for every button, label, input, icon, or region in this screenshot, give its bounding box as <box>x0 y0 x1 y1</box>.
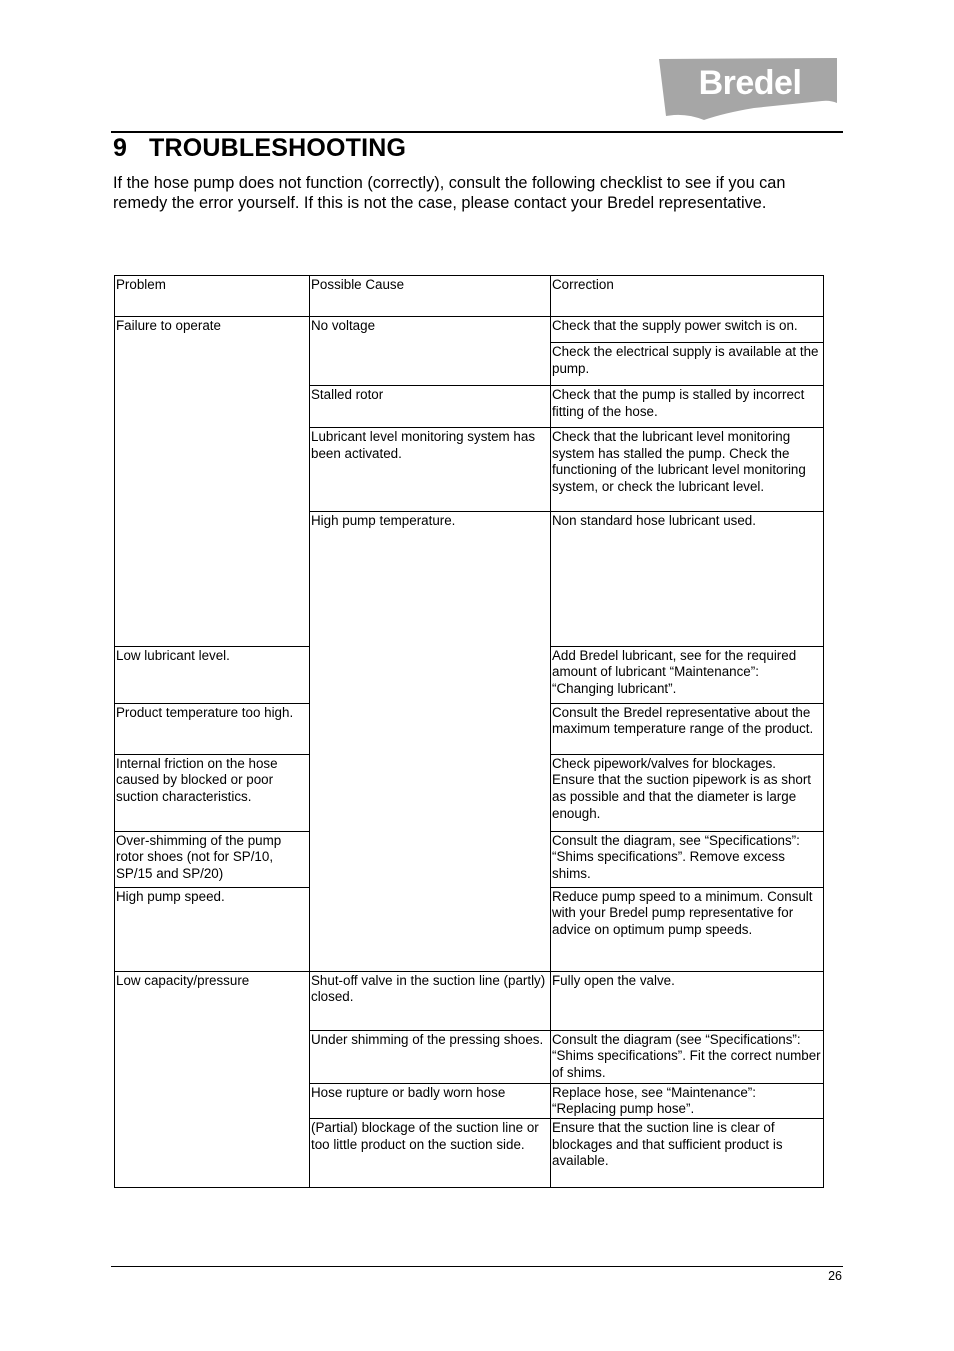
section-heading <box>113 132 406 164</box>
correction-cell: Add Bredel lubricant, see for the required amount of lubricant “Maintenance”: “Changing lubricant”. <box>551 646 824 703</box>
cause-cell: Product temperature too high. <box>115 703 310 754</box>
cause-cell: Lubricant level monitoring system has been activated. <box>310 428 551 512</box>
cause-cell: Stalled rotor <box>310 386 551 428</box>
correction-cell: Consult the diagram, see “Specifications”: “Shims specifications”. Remove excess shims. <box>551 831 824 887</box>
correction-cell: Consult the diagram (see “Specifications”: “Shims specifications”. Fit the correct number of shims. <box>551 1030 824 1083</box>
correction-cell: Consult the Bredel representative about the maximum temperature range of the product. <box>551 703 824 754</box>
problem-cell: Failure to operate <box>115 317 310 647</box>
header-problem: Problem <box>115 276 310 317</box>
problem-cell: High pump temperature. <box>310 512 551 972</box>
cause-cell: High pump speed. <box>115 887 310 971</box>
page-number: 26 <box>828 1269 842 1283</box>
cause-cell: Shut-off valve in the suction line (partly) closed. <box>310 971 551 1030</box>
cause-cell: Under shimming of the pressing shoes. <box>310 1030 551 1083</box>
correction-cell: Replace hose, see “Maintenance”: “Replacing pump hose”. <box>551 1083 824 1118</box>
cause-cell: Hose rupture or badly worn hose <box>310 1083 551 1118</box>
table-header-row <box>115 276 824 317</box>
footer-rule <box>111 1266 843 1267</box>
intro-paragraph: If the hose pump does not function (correctly), consult the following checklist to see if you can remedy the error yourself. If this is not the case, please contact your Bredel representative. <box>113 174 786 212</box>
header-possible-cause: Possible Cause <box>310 276 551 317</box>
bredel-logo-graphic <box>654 56 840 122</box>
section-title: TROUBLESHOOTING <box>149 134 407 162</box>
cause-cell: Low lubricant level. <box>115 646 310 703</box>
bredel-logo <box>654 56 840 122</box>
cause-cell: Over-shimming of the pump rotor shoes (not for SP/10, SP/15 and SP/20) <box>115 831 310 887</box>
correction-cell: Check that the supply power switch is on. <box>551 317 824 343</box>
cause-cell: No voltage <box>310 317 551 386</box>
correction-cell: Check pipework/valves for blockages. Ensure that the suction pipework is as short as possible and that the diameter is large enough. <box>551 754 824 831</box>
correction-cell: Reduce pump speed to a minimum. Consult with your Bredel pump representative for advice on optimum pump speeds. <box>551 887 824 971</box>
correction-cell: Check that the pump is stalled by incorrect fitting of the hose. <box>551 386 824 428</box>
cause-cell: Non standard hose lubricant used. <box>551 512 824 647</box>
cause-cell: (Partial) blockage of the suction line or too little product on the suction side. <box>310 1118 551 1187</box>
correction-cell: Check that the lubricant level monitoring system has stalled the pump. Check the functioning of the lubricant level monitoring system, or check the lubricant level. <box>551 428 824 512</box>
correction-cell: Ensure that the suction line is clear of blockages and that sufficient product is available. <box>551 1118 824 1187</box>
section-number: 9 <box>113 134 128 162</box>
correction-cell: Check the electrical supply is available at the pump. <box>551 343 824 386</box>
table-row <box>115 971 824 1030</box>
cause-cell: Internal friction on the hose caused by blocked or poor suction characteristics. <box>115 754 310 831</box>
correction-cell: Fully open the valve. <box>551 971 824 1030</box>
header-correction: Correction <box>551 276 824 317</box>
troubleshooting-table <box>114 275 824 1188</box>
table-row <box>115 317 824 343</box>
problem-cell: Low capacity/pressure <box>115 971 310 1187</box>
svg-text:Bredel: Bredel <box>698 64 802 102</box>
